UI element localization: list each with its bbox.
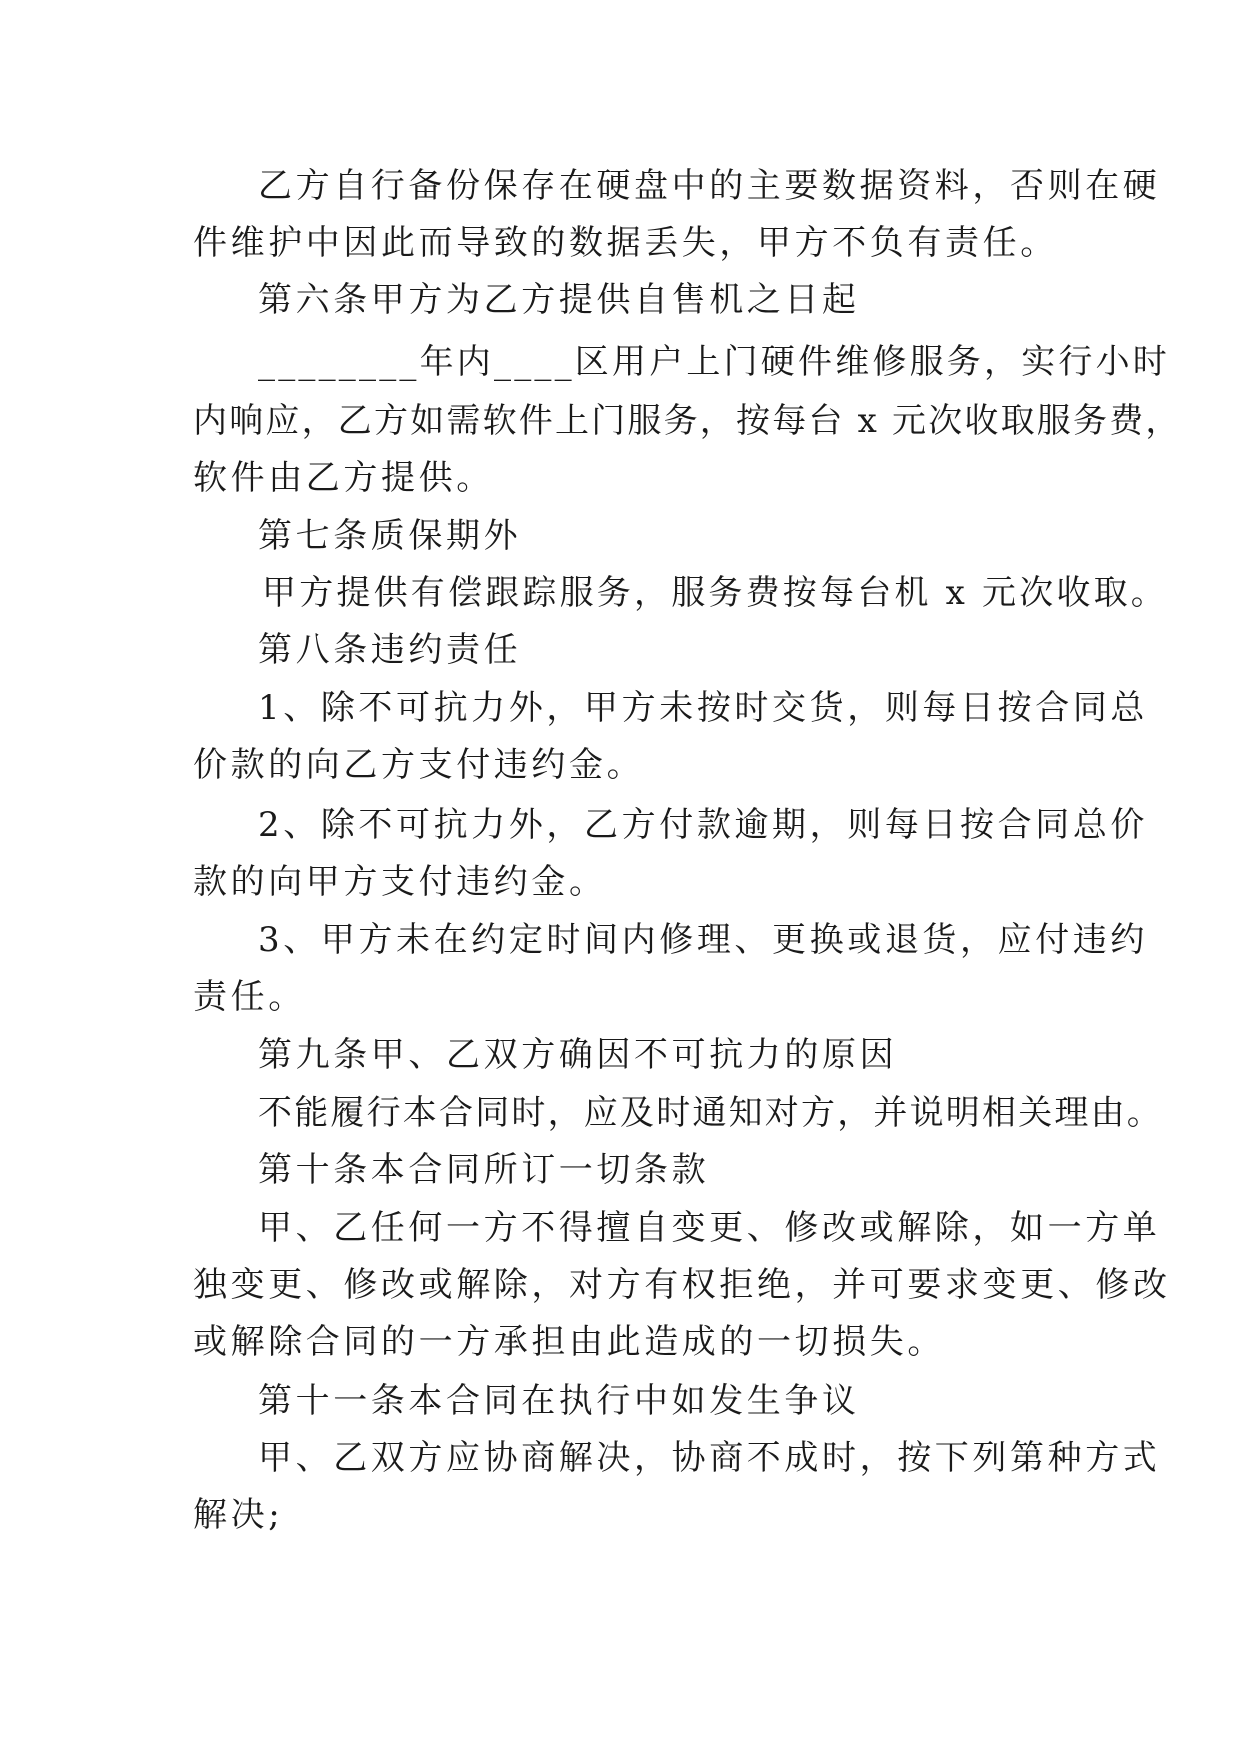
paragraph-line: 2、除不可抗力外，乙方付款逾期，则每日按合同总价 [258, 805, 1149, 845]
paragraph-line: 内响应，乙方如需软件上门服务，按每台 x 元次收取服务费， [193, 401, 1182, 441]
article-heading: 第七条质保期外 [258, 516, 522, 556]
paragraph-line: 责任。 [193, 977, 306, 1017]
article-heading: 第八条违约责任 [258, 630, 522, 670]
paragraph-line: 款的向甲方支付违约金。 [193, 862, 607, 902]
article-heading: 第六条甲方为乙方提供自售机之日起 [258, 280, 860, 320]
paragraph-line: 甲方提供有偿跟踪服务，服务费按每台机 x 元次收取。 [262, 573, 1168, 613]
paragraph-line: 或解除合同的一方承担由此造成的一切损失。 [193, 1322, 945, 1362]
paragraph-line: 甲、乙双方应协商解决，协商不成时，按下列第种方式 [258, 1438, 1161, 1478]
paragraph-line: 件维护中因此而导致的数据丢失，甲方不负有责任。 [193, 223, 1058, 263]
paragraph-line: 甲、乙任何一方不得擅自变更、修改或解除，如一方单 [258, 1208, 1161, 1248]
paragraph-line: 独变更、修改或解除，对方有权拒绝，并可要求变更、修改 [193, 1265, 1171, 1305]
paragraph-line: 价款的向乙方支付违约金。 [193, 745, 645, 785]
paragraph-line: 1、除不可抗力外，甲方未按时交货，则每日按合同总 [258, 688, 1149, 728]
paragraph-line: 解决; [193, 1495, 284, 1535]
article-heading: 第十条本合同所订一切条款 [258, 1150, 710, 1190]
paragraph-line: 不能履行本合同时，应及时通知对方，并说明相关理由。 [258, 1093, 1163, 1133]
paragraph-line: 乙方自行备份保存在硬盘中的主要数据资料，否则在硬 [258, 166, 1161, 206]
paragraph-line: 软件由乙方提供。 [193, 458, 494, 498]
paragraph-line: 3、甲方未在约定时间内修理、更换或退货，应付违约 [258, 920, 1149, 960]
article-heading: 第九条甲、乙双方确因不可抗力的原因 [258, 1035, 898, 1075]
paragraph-line: ________年内____区用户上门硬件维修服务，实行小时 [258, 342, 1170, 382]
article-heading: 第十一条本合同在执行中如发生争议 [258, 1381, 860, 1421]
